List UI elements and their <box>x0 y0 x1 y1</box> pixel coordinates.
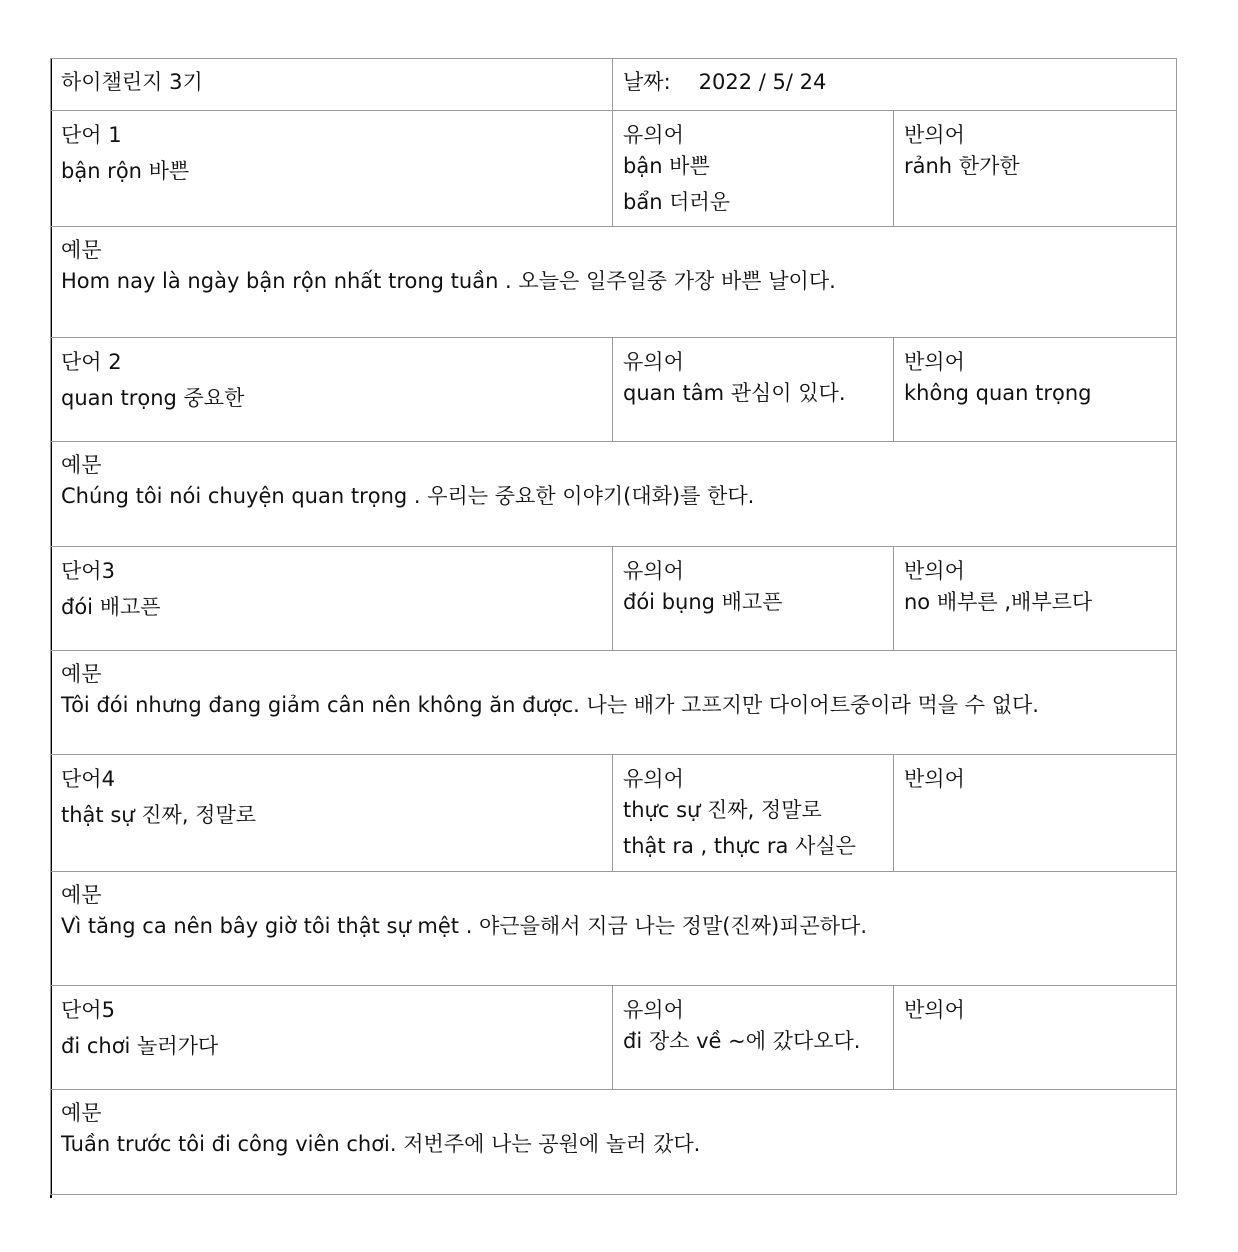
example-label: 예문 <box>61 453 102 477</box>
example-sentence: Hom nay là ngày bận rộn nhất trong tuần . 오늘은 일주일중 가장 바쁜 날이다. <box>61 269 836 293</box>
synonym-label: 유의어 <box>623 123 684 147</box>
antonym-item <box>904 795 1166 826</box>
antonym-item: rảnh 한가한 <box>904 154 1020 178</box>
synonym-cell <box>613 986 894 1090</box>
synonym-item: đi 장소 về ~에 갔다오다. <box>623 1029 861 1053</box>
antonym-label: 반의어 <box>904 767 965 791</box>
example-sentence: Tôi đói nhưng đang giảm cân nên không ăn được. 나는 배가 고프지만 다이어트중이라 먹을 수 없다. <box>61 693 1039 717</box>
antonym-cell <box>894 755 1177 872</box>
date-cell <box>613 59 1177 111</box>
antonym-item: không quan trọng <box>904 381 1092 405</box>
example-row-2 <box>51 442 1177 547</box>
vocabulary-worksheet <box>50 58 1176 1195</box>
vocabulary-table <box>50 58 1177 1195</box>
example-row-1 <box>51 227 1177 338</box>
synonym-label: 유의어 <box>623 350 684 374</box>
antonym-cell <box>894 338 1177 442</box>
word-row-1 <box>51 111 1177 227</box>
antonym-label: 반의어 <box>904 350 965 374</box>
synonym-label: 유의어 <box>623 559 684 583</box>
word-label: 단어3 <box>61 559 115 583</box>
antonym-label: 반의어 <box>904 559 965 583</box>
antonym-label: 반의어 <box>904 123 965 147</box>
example-sentence: Vì tăng ca nên bây giờ tôi thật sự mệt . 야근을해서 지금 나는 정말(진짜)피곤하다. <box>61 914 868 938</box>
example-cell <box>51 1090 1177 1195</box>
worksheet-title-cell <box>51 59 613 111</box>
word-label: 단어5 <box>61 998 115 1022</box>
synonym-item: thực sự 진짜, 정말로 <box>623 798 822 822</box>
synonym-item: bận 바쁜 <box>623 154 710 178</box>
word-row-2 <box>51 338 1177 442</box>
word-cell <box>51 338 613 442</box>
antonym-cell <box>894 111 1177 227</box>
synonym-cell <box>613 111 894 227</box>
synonym-cell <box>613 755 894 872</box>
example-label: 예문 <box>61 662 102 686</box>
word-cell <box>51 111 613 227</box>
word-cell <box>51 986 613 1090</box>
synonym-label: 유의어 <box>623 767 684 791</box>
example-row-3 <box>51 651 1177 755</box>
word-row-5 <box>51 986 1177 1090</box>
example-sentence: Tuần trước tôi đi công viên chơi. 저번주에 나는 공원에 놀러 갔다. <box>61 1132 701 1156</box>
example-row-5 <box>51 1090 1177 1195</box>
synonym-label: 유의어 <box>623 998 684 1022</box>
word-text: thật sự 진짜, 정말로 <box>61 803 257 827</box>
word-label: 단어 2 <box>61 350 122 374</box>
example-label: 예문 <box>61 1101 102 1125</box>
synonym-item: đói bụng 배고픈 <box>623 590 783 614</box>
example-cell <box>51 872 1177 986</box>
word-text: bận rộn 바쁜 <box>61 159 190 183</box>
synonym-item: thật ra , thực ra 사실은 <box>623 834 856 858</box>
word-label: 단어4 <box>61 767 115 791</box>
antonym-cell <box>894 986 1177 1090</box>
example-cell <box>51 651 1177 755</box>
example-cell <box>51 442 1177 547</box>
antonym-item: no 배부른 ,배부르다 <box>904 590 1093 614</box>
antonym-cell <box>894 547 1177 651</box>
word-text: đói 배고픈 <box>61 595 161 619</box>
synonym-item: bẩn 더러운 <box>623 190 731 214</box>
word-text: quan trọng 중요한 <box>61 386 245 410</box>
antonym-item <box>904 1026 1166 1057</box>
word-label: 단어 1 <box>61 123 122 147</box>
synonym-cell <box>613 547 894 651</box>
worksheet-title: 하이챌린지 3기 <box>61 70 203 94</box>
synonym-item: quan tâm 관심이 있다. <box>623 381 846 405</box>
date-label: 날짜: <box>623 70 671 94</box>
example-label: 예문 <box>61 238 102 262</box>
word-cell <box>51 547 613 651</box>
example-row-4 <box>51 872 1177 986</box>
synonym-cell <box>613 338 894 442</box>
header-row <box>51 59 1177 111</box>
word-cell <box>51 755 613 872</box>
example-cell <box>51 227 1177 338</box>
date-value: 2022 / 5/ 24 <box>698 70 827 94</box>
word-text: đi chơi 놀러가다 <box>61 1034 219 1058</box>
example-sentence: Chúng tôi nói chuyện quan trọng . 우리는 중요한 이야기(대화)를 한다. <box>61 484 755 508</box>
word-row-3 <box>51 547 1177 651</box>
word-row-4 <box>51 755 1177 872</box>
example-label: 예문 <box>61 883 102 907</box>
antonym-label: 반의어 <box>904 998 965 1022</box>
